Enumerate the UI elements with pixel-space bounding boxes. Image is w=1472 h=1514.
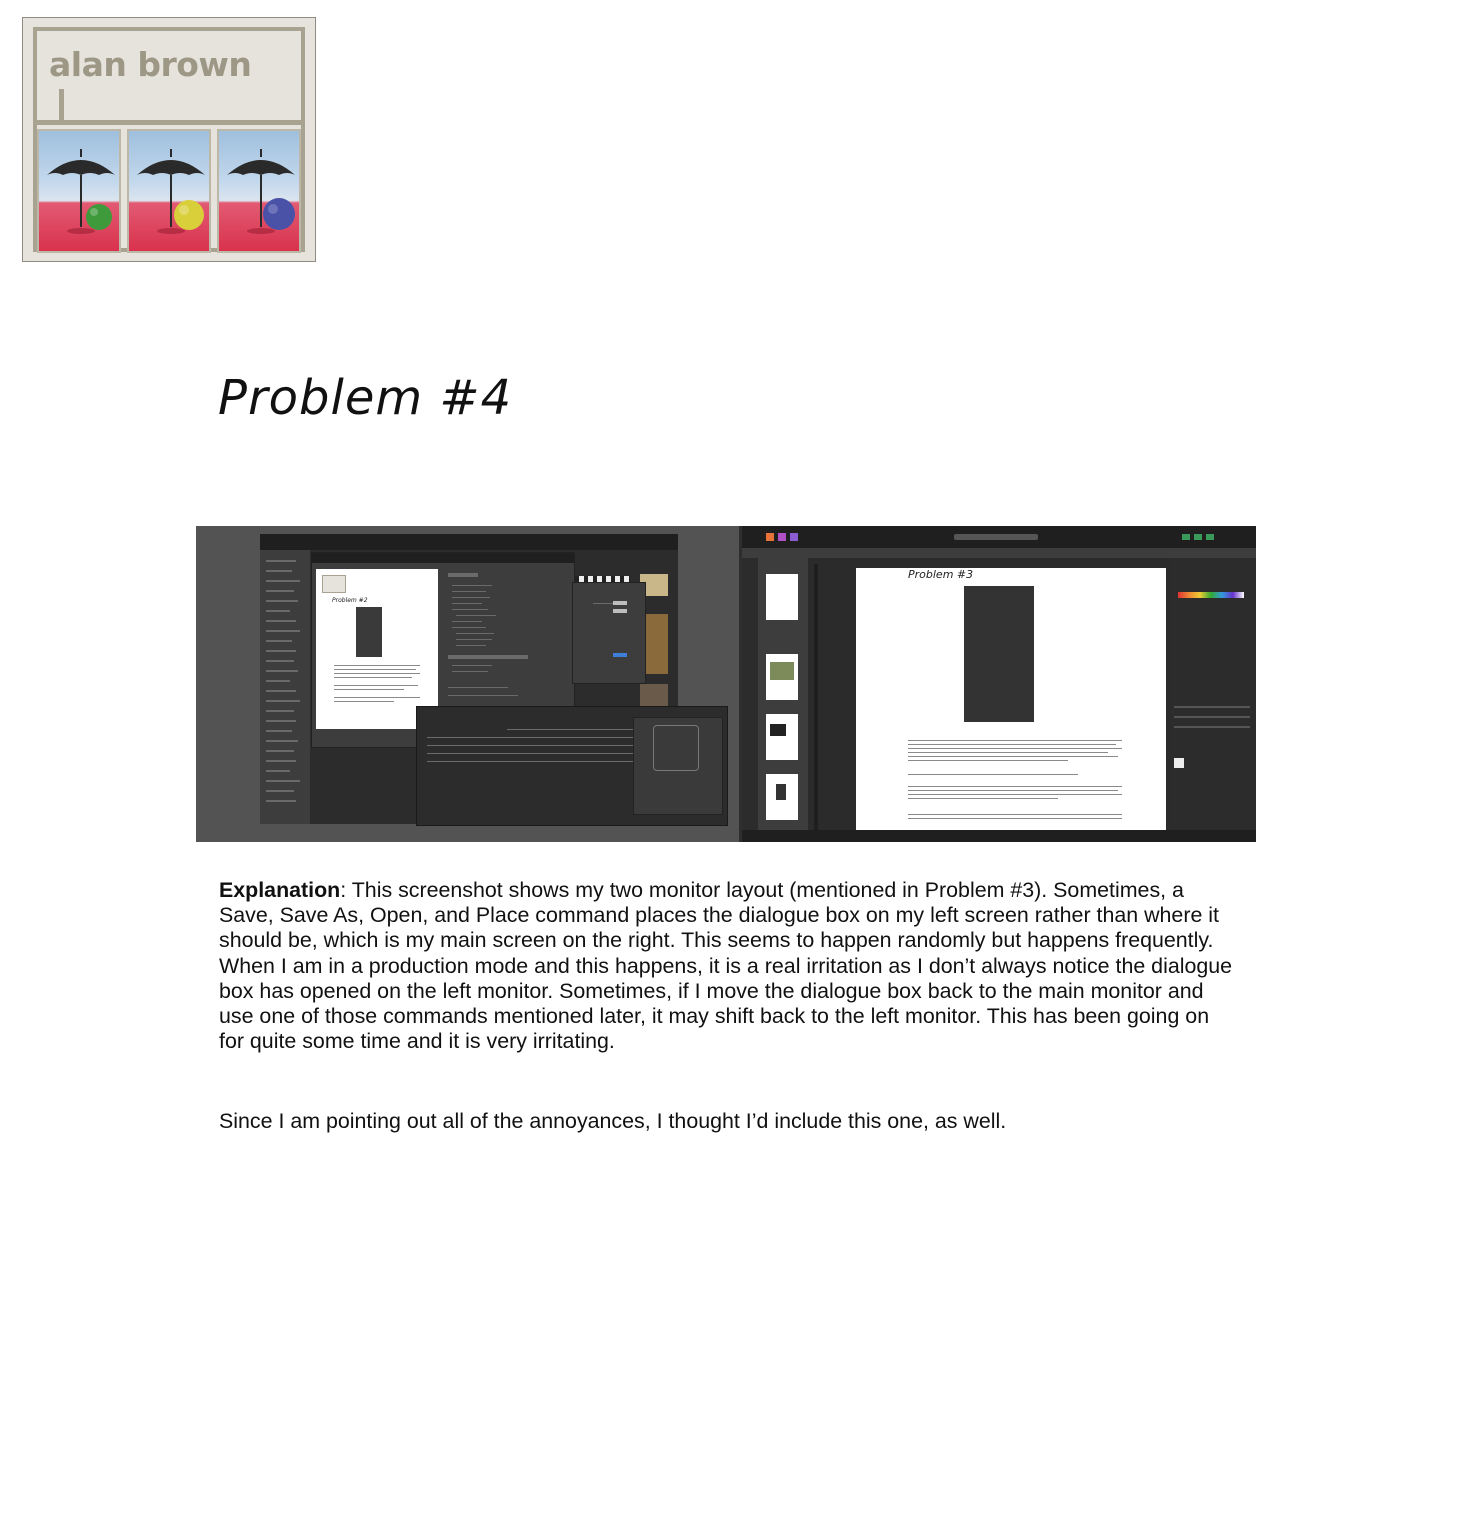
right-palettes bbox=[1170, 558, 1256, 836]
tools-panel bbox=[742, 558, 758, 836]
photos-titlebar bbox=[260, 534, 678, 550]
secondary-panel bbox=[572, 582, 646, 684]
right-monitor bbox=[742, 526, 1256, 842]
logo-frame bbox=[33, 27, 305, 252]
logo-panels bbox=[37, 129, 301, 253]
logo bbox=[22, 17, 316, 262]
explanation-label: Explanation bbox=[219, 878, 341, 902]
document-title: Problem #3 bbox=[908, 568, 974, 581]
explanation-text: : This screenshot shows my two monitor layout (mentioned in Problem #3). Sometimes, a Save, Save As, Open, and Place command places the dialogue box on my left screen rather than where it should be, which is my main screen on the right. This seems to happen randomly but happens frequently. When I am in a production mode and this happens, it is a real irritation as I don’t always notice the dialogue box has opened on the left monitor. Sometimes, if I move the dialogue box back to the main monitor and use one of those commands mentioned later, it may shift back to the left monitor. This has been going on for quite some time and it is very irritating. bbox=[219, 878, 1233, 1054]
pages-panel bbox=[758, 558, 808, 836]
umbrella-icon bbox=[39, 131, 121, 253]
ball-green bbox=[86, 204, 112, 230]
ball-yellow bbox=[174, 200, 204, 230]
logo-rule bbox=[37, 120, 301, 125]
page-title: Problem #4 bbox=[218, 370, 513, 426]
logo-tick-mark bbox=[59, 89, 64, 123]
umbrella-icon bbox=[219, 131, 301, 253]
left-monitor bbox=[196, 526, 739, 842]
publisher-toolbar bbox=[742, 526, 1256, 548]
logo-panel-green bbox=[37, 129, 121, 253]
ball-blue bbox=[263, 198, 295, 230]
export-preview-page: Problem #2 bbox=[316, 569, 438, 729]
explanation-paragraph bbox=[219, 878, 1239, 1054]
logo-text: alan brown bbox=[49, 45, 252, 84]
two-monitor-screenshot bbox=[196, 526, 1256, 842]
file-dialog bbox=[416, 706, 728, 826]
logo-panel-blue bbox=[217, 129, 301, 253]
logo-panel-yellow bbox=[127, 129, 211, 253]
photos-sidebar bbox=[260, 550, 310, 824]
publisher-document-page bbox=[856, 568, 1166, 838]
umbrella-icon bbox=[129, 131, 211, 253]
closing-paragraph: Since I am pointing out all of the annoyances, I thought I’d include this one, as well. bbox=[219, 1109, 1007, 1133]
